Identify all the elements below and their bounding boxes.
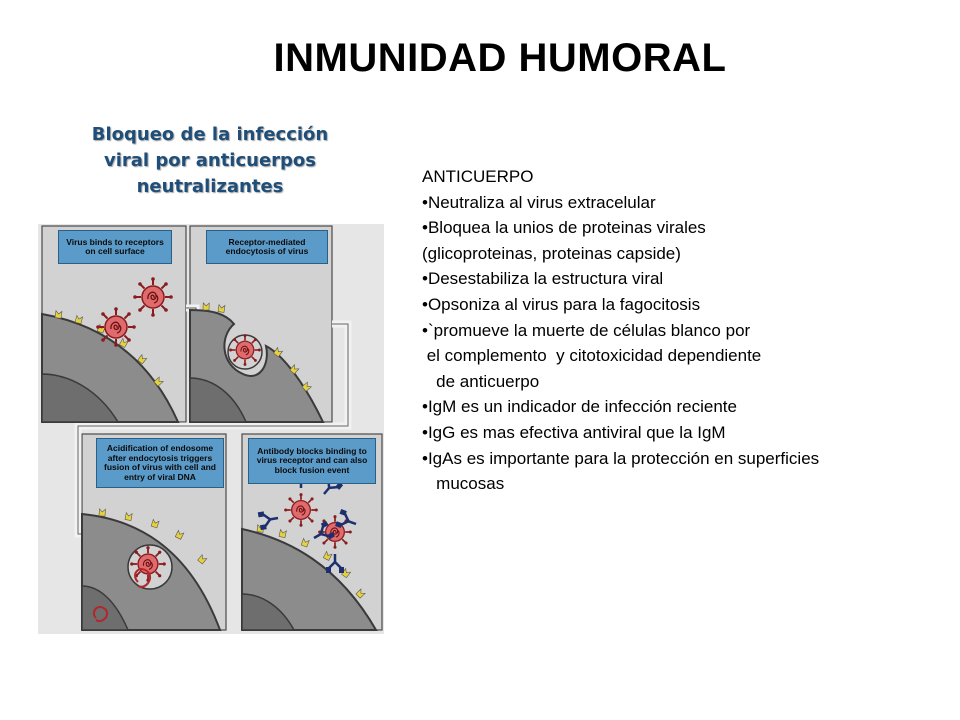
slide-title: INMUNIDAD HUMORAL [273, 36, 727, 80]
subtitle-line: Bloqueo de la infección [91, 124, 329, 145]
figure-subtitle [40, 122, 380, 200]
caption-line: entry of viral DNA [124, 471, 196, 482]
caption-panel-2 [206, 230, 328, 264]
figure-illustration [38, 224, 384, 634]
text-line: el complemento y citotoxicidad dependiente [422, 346, 762, 366]
text-line: ANTICUERPO [422, 167, 534, 186]
text-line: •Bloquea la unios de proteinas virales [422, 218, 706, 238]
caption-line: Acidification of endosome [106, 443, 214, 453]
caption-line: virus receptor and can also [256, 455, 368, 466]
caption-line: block fusion event [274, 464, 350, 475]
caption-panel-1 [58, 230, 172, 264]
caption-line: Virus binds to receptors [66, 236, 164, 247]
caption-line: after endocytosis triggers [107, 452, 213, 463]
subtitle-line: neutralizantes [136, 176, 284, 197]
caption-line: on cell surface [85, 246, 145, 256]
neutralization-figure [38, 224, 384, 634]
caption-line: Receptor-mediated [228, 236, 306, 247]
subtitle-line: viral por anticuerpos [103, 150, 317, 171]
text-line: de anticuerpo [422, 371, 540, 391]
text-line: •IgM es un indicador de infección reciente [422, 397, 737, 417]
text-line: •Desestabiliza la estructura viral [422, 269, 664, 289]
antibody-text-box [422, 164, 952, 497]
caption-panel-4 [248, 438, 376, 484]
text-line: •Opsoniza al virus para la fagocitosis [422, 294, 701, 314]
caption-line: endocytosis of virus [225, 246, 309, 256]
text-line: •IgG es mas efectiva antiviral que la IgM [422, 422, 726, 442]
caption-line: Antibody blocks binding to [257, 445, 367, 456]
text-line: mucosas [422, 474, 505, 494]
caption-line: fusion of virus with cell and [104, 462, 216, 472]
caption-panel-3 [96, 438, 224, 488]
text-line: •Neutraliza al virus extracelular [422, 192, 656, 212]
text-line: (glicoproteinas, proteinas capside) [422, 243, 681, 263]
text-line: •`promueve la muerte de células blanco por [422, 320, 751, 340]
text-line: •IgAs es importante para la protección en superficies [422, 448, 820, 468]
